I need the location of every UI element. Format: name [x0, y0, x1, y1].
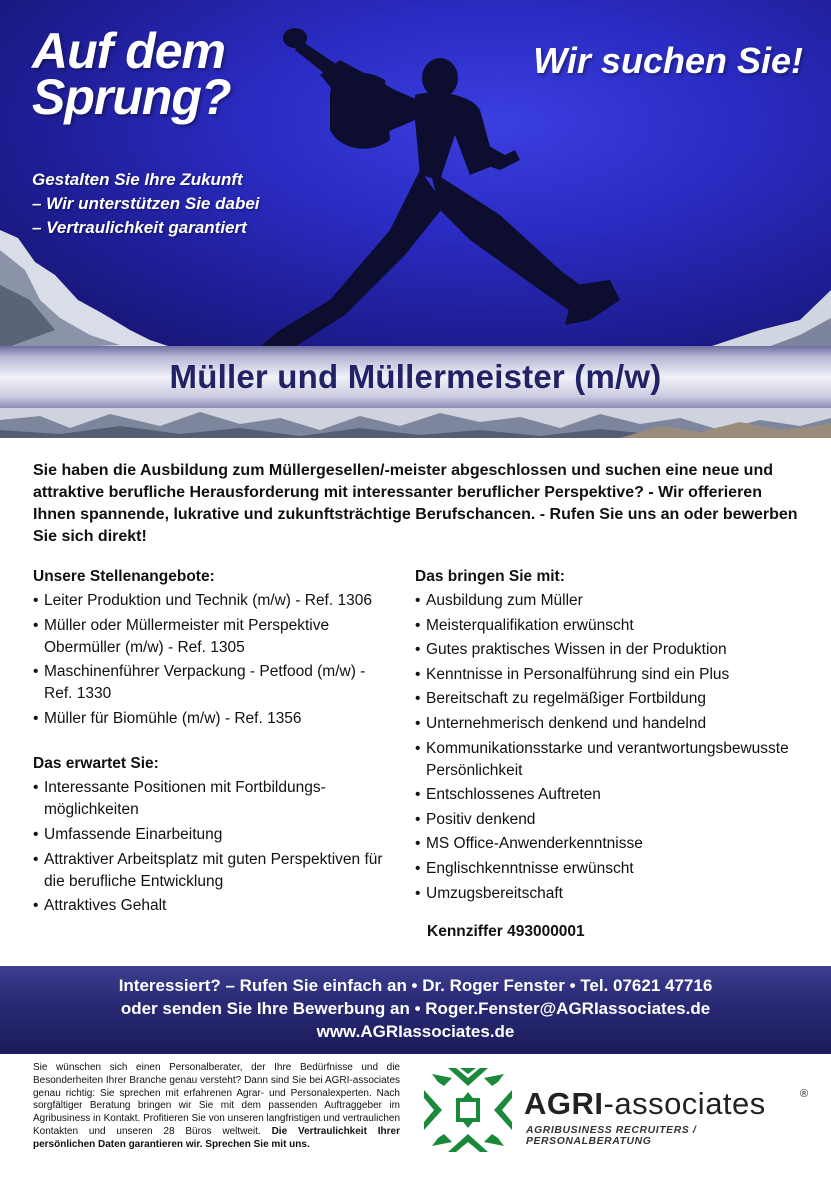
hero-subtitle [32, 168, 260, 240]
contact-phone-line[interactable]: Interessiert? – Rufen Sie einfach an • Dr. Roger Fenster • Tel. 07621 47716 [118, 976, 713, 995]
list-item: • Kenntnisse in Personalführung sind ein Plus [415, 664, 815, 686]
list-item: • Umzugsbereitschaft [415, 883, 815, 905]
logo-word-light: -associates [603, 1086, 766, 1121]
footer-text: Sie wünschen sich einen Personalberater, der Ihre Bedürfnisse und die Besonderheiten Ihrer Branche genau versteht? Dann sind Sie bei AGRI-associates genau richtig: Sie sprechen mit erfahrenen Agrar- und Personalexperten. Nach sorgfältiger Beratung bringen wir Sie mit dem passenden Auftraggeber im Agribusiness in Kontakt. Profitieren Sie von unseren langfristigen und vertraulichen Kontakten und unseren 28 Büros weltweit. [33, 1062, 400, 1137]
expect-list [33, 777, 393, 917]
list-item: • Müller oder Müllermeister mit Perspektive Obermüller (m/w) - Ref. 1305 [33, 615, 393, 659]
hero-headline [32, 23, 312, 125]
offers-heading: Unsere Stellenangebote: [33, 568, 215, 585]
title-band [0, 346, 831, 408]
list-item: • Umfassende Einarbeitung [33, 824, 393, 846]
list-item: • Interessante Positionen mit Fortbildungs-möglichkeiten [33, 777, 393, 821]
position-title: Müller und Müllermeister (m/w) [169, 358, 662, 395]
list-item: • Müller für Biomühle (m/w) - Ref. 1356 [33, 708, 393, 730]
logo-word-bold: AGRI [524, 1086, 604, 1121]
hero-banner [0, 0, 831, 350]
mountain-strip [0, 408, 831, 438]
list-item: • Leiter Produktion und Technik (m/w) - Ref. 1306 [33, 590, 393, 612]
hero-subtitle-line: Gestalten Sie Ihre Zukunft [32, 170, 243, 189]
list-item: • Attraktives Gehalt [33, 895, 393, 917]
list-item: • Kommunikationsstarke und verantwortungsbewusste Persönlichkeit [415, 738, 815, 782]
hero-subtitle-line: – Wir unterstützen Sie dabei [32, 194, 260, 213]
list-item: • Attraktiver Arbeitsplatz mit guten Perspektiven für die berufliche Entwicklung [33, 849, 393, 893]
footer-bold-text: Die Vertraulichkeit Ihrer persönlichen Daten garantieren wir. Sprechen Sie mit uns. [33, 1125, 400, 1150]
registered-mark: ® [800, 1088, 809, 1100]
website-link[interactable]: www.AGRIassociates.de [316, 1022, 515, 1041]
hero-headline-line2: Sprung? [32, 69, 231, 125]
list-item: • Unternehmerisch denkend und handelnd [415, 713, 815, 735]
list-item: • MS Office-Anwenderkenntnisse [415, 833, 815, 855]
bring-list [415, 590, 815, 905]
list-item: • Bereitschaft zu regelmäßiger Fortbildung [415, 688, 815, 710]
hero-right-heading: Wir suchen Sie! [533, 40, 803, 81]
reference-number: Kennziffer 493000001 [427, 922, 585, 940]
contact-email-line[interactable]: oder senden Sie Ihre Bewerbung an • Roger.Fenster@AGRIassociates.de [120, 999, 711, 1018]
bring-heading: Das bringen Sie mit: [415, 568, 565, 585]
list-item: • Ausbildung zum Müller [415, 590, 815, 612]
offers-list [33, 590, 393, 730]
hero-subtitle-line: – Vertraulichkeit garantiert [32, 218, 247, 237]
right-column [415, 566, 815, 943]
logo-tagline: AGRIBUSINESS RECRUITERS / PERSONALBERATUNG [526, 1125, 697, 1147]
list-item: • Positiv denkend [415, 809, 815, 831]
hero-headline-line1: Auf dem [32, 23, 225, 79]
intro-paragraph: Sie haben die Ausbildung zum Müllergesellen/-meister abgeschlossen und suchen eine neue und attraktive berufliche Herausforderung mit interessanter beruflicher Perspektive? - Wir offerieren Ihnen spannende, lukrative und zukunftsträchtige Berufschancen. - Rufen Sie uns an oder bewerben Sie sich direkt! [33, 462, 798, 545]
footer-description [33, 1062, 400, 1152]
list-item: • Meisterqualifikation erwünscht [415, 615, 815, 637]
logo-wordmark [524, 1086, 766, 1122]
list-item: • Entschlossenes Auftreten [415, 784, 815, 806]
left-column [33, 566, 393, 920]
company-logo [418, 1060, 818, 1160]
logo-emblem-icon [418, 1060, 518, 1160]
list-item: • Maschinenführer Verpackung - Petfood (m/w) - Ref. 1330 [33, 661, 393, 705]
mountain-strip-photo [0, 408, 831, 438]
list-item: • Englischkenntnisse erwünscht [415, 858, 815, 880]
list-item: • Gutes praktisches Wissen in der Produktion [415, 639, 815, 661]
contact-bar [0, 966, 831, 1054]
expect-heading: Das erwartet Sie: [33, 755, 159, 773]
